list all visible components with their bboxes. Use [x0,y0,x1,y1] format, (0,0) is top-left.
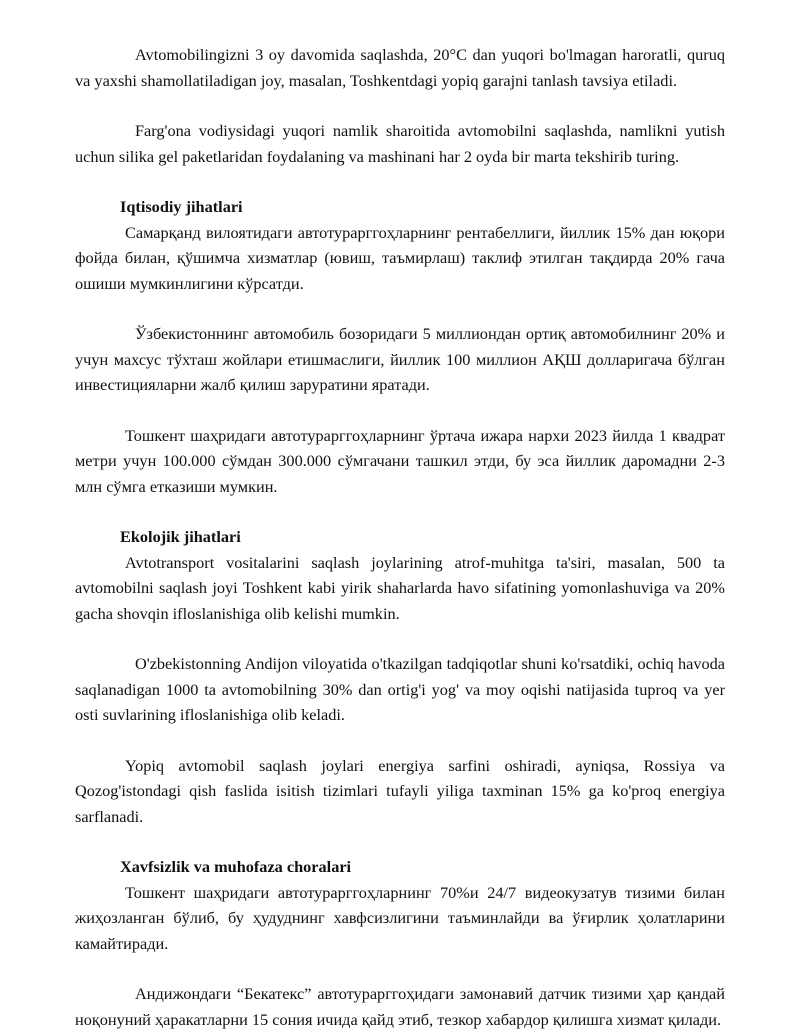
document-page [75,42,725,1032]
paragraph: Avtomobilingizni 3 oy davomida saqlashda, 20°C dan yuqori bo'lmagan haroratli, quruq va yaxshi shamollatiladigan joy, masalan, Toshkentdagi yopiq garajni tanlash tavsiya etiladi. [75,45,725,90]
paragraph: Ўзбекистоннинг автомобиль бозоридаги 5 миллиондан ортиқ автомобилнинг 20% и учун махсус тўхташ жойлари етишмаслиги, йиллик 100 миллион АҚШ долларигача бўлган инвестицияларни жалб қилиш заруратини яратади. [75,324,725,394]
section-heading-ecological: Ekolojik jihatlari [120,527,241,546]
paragraph: O'zbekistonning Andijon viloyatida o'tkazilgan tadqiqotlar shuni ko'rsatdiki, ochiq havoda saqlanadigan 1000 ta avtomobilning 30% dan ortig'i yog' va moy oqishi natijasida tuproq va yer osti suvlarining ifloslanishiga olib keladi. [75,654,725,724]
paragraph: Yopiq avtomobil saqlash joylari energiya sarfini oshiradi, ayniqsa, Rossiya va Qozog'istondagi qish faslida isitish tizimlari tufayli yiliga taxminan 15% ga ko'proq energiya sarflanadi. [75,755,725,826]
section-heading-economic: Iqtisodiy jihatlari [120,197,243,216]
paragraph: Тошкент шаҳридаги автотурарггоҳларнинг 70%и 24/7 видеокузатув тизими билан жиҳозланган бўлиб, бу ҳудуднинг хавфсизлигини таъминлайди ва ўғирлик ҳолатларини камайтиради. [75,882,725,953]
paragraph: Farg'ona vodiysidagi yuqori namlik sharoitida avtomobilni saqlashda, namlikni yutish uchun silika gel paketlaridan foydalaning va mashinani har 2 oyda bir marta tekshirib turing. [75,121,725,166]
paragraph: Avtotransport vositalarini saqlash joylarining atrof-muhitga ta'siri, masalan, 500 ta avtomobilni saqlash joyi Toshkent kabi yirik shaharlarda havo sifatining yomonlashuviga va 20% gacha shovqin ifloslanishiga olib kelishi mumkin. [75,552,725,623]
section-heading-security: Xavfsizlik va muhofaza choralari [120,857,352,876]
paragraph: Самарқанд вилоятидаги автотурарггоҳларнинг рентабеллиги, йиллик 15% дан юқори фойда билан, қўшимча хизматлар (ювиш, таъмирлаш) таклиф этилган тақдирда 20% гача ошиши мумкинлигини кўрсатди. [75,222,725,293]
paragraph: Тошкент шаҳридаги автотурарггоҳларнинг ўртача ижара нархи 2023 йилда 1 квадрат метри учун 100.000 сўмдан 300.000 сўмгачани ташкил этди, бу эса йиллик даромадни 2-3 млн сўмга етказиши мумкин. [75,425,725,496]
paragraph: Андижондаги “Бекатекс” автотурарггоҳидаги замонавий датчик тизими ҳар қандай ноқонуний ҳаракатларни 15 сония ичида қайд этиб, тезкор хабардор қилишга хизмат қилади. [75,984,725,1029]
